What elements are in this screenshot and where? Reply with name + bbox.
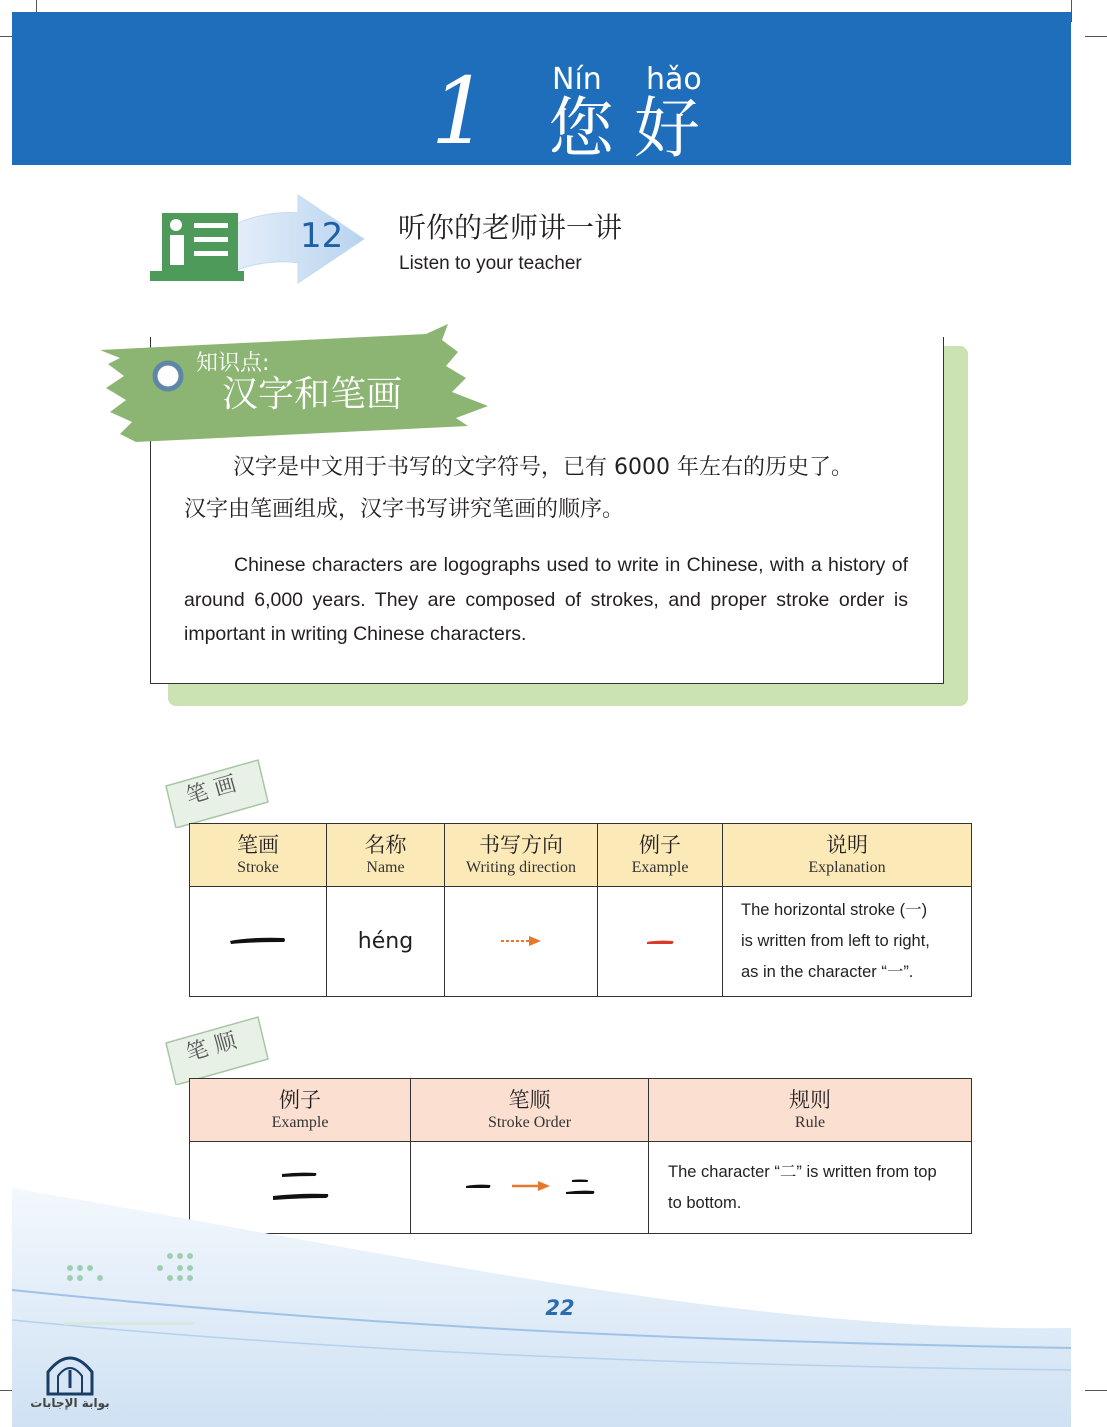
- pinyin-nin: Nín: [552, 62, 602, 97]
- rule-line: The character “二” is written from top: [668, 1162, 937, 1181]
- stroke-name: héng: [357, 929, 414, 954]
- title-char-hao: 好: [634, 90, 700, 167]
- listen-title-zh: 听你的老师讲一讲: [398, 211, 623, 244]
- heng-stroke-glyph: [228, 932, 288, 948]
- site-label: بوابة الإجابات: [30, 1396, 110, 1410]
- knowledge-paragraph-zh-line2: 汉字由笔画组成，汉字书写讲究笔画的顺序。: [184, 497, 625, 522]
- stroke-name-cell: [327, 887, 445, 997]
- listen-title-en: Listen to your teacher: [399, 253, 582, 274]
- explanation-line: as in the character “一”.: [741, 963, 914, 981]
- order-tab-label: 笔 顺: [183, 1028, 240, 1067]
- strokes-tab-label: 笔 画: [183, 771, 240, 810]
- stroke-cell: [190, 887, 327, 997]
- direction-cell: [445, 887, 598, 997]
- knowledge-title: 汉字和笔画: [222, 374, 403, 415]
- crop-mark: [1071, 0, 1072, 22]
- crop-mark: [1085, 36, 1107, 37]
- table-header-row: [190, 824, 972, 887]
- header-cell: 书写方向 Writing direction: [445, 824, 598, 887]
- example-cell: [598, 887, 723, 997]
- lesson-number: 1: [430, 58, 490, 165]
- header-cell: 说明 Explanation: [723, 824, 972, 887]
- heng-example-glyph: [645, 937, 675, 947]
- page-number: 22: [545, 1296, 575, 1320]
- header-cell: 规则 Rule: [649, 1079, 972, 1142]
- header-cell: 名称 Name: [327, 824, 445, 887]
- strokes-table: [189, 823, 972, 997]
- lesson-header: [12, 12, 1071, 165]
- knowledge-label: 知识点:: [196, 351, 270, 376]
- listen-track-number: 12: [300, 216, 344, 256]
- table-row: [190, 887, 972, 997]
- rule-line: to bottom.: [668, 1193, 742, 1212]
- explanation-line: The horizontal stroke (一): [741, 901, 928, 919]
- title-char-nin: 您: [548, 90, 614, 167]
- explanation-cell: [723, 887, 972, 997]
- header-cell: 例子 Example: [190, 1079, 411, 1142]
- explanation-line: is written from left to right,: [741, 932, 930, 950]
- header-cell: 笔画 Stroke: [190, 824, 327, 887]
- arrow-right-icon: [499, 935, 543, 947]
- header-cell: 例子 Example: [598, 824, 723, 887]
- header-cell: 笔顺 Stroke Order: [411, 1079, 649, 1142]
- knowledge-paragraph-en: Chinese characters are logographs used to write in Chinese, with a history of around 6,000 years. They are composed of strokes, and proper stroke order is important in writing Chinese characters.: [184, 554, 908, 645]
- table-header-row: [190, 1079, 972, 1142]
- pinyin-hao: hǎo: [646, 62, 702, 97]
- knowledge-paragraph-zh-line1: 汉字是中文用于书写的文字符号，已有 6000 年左右的历史了。: [233, 455, 853, 480]
